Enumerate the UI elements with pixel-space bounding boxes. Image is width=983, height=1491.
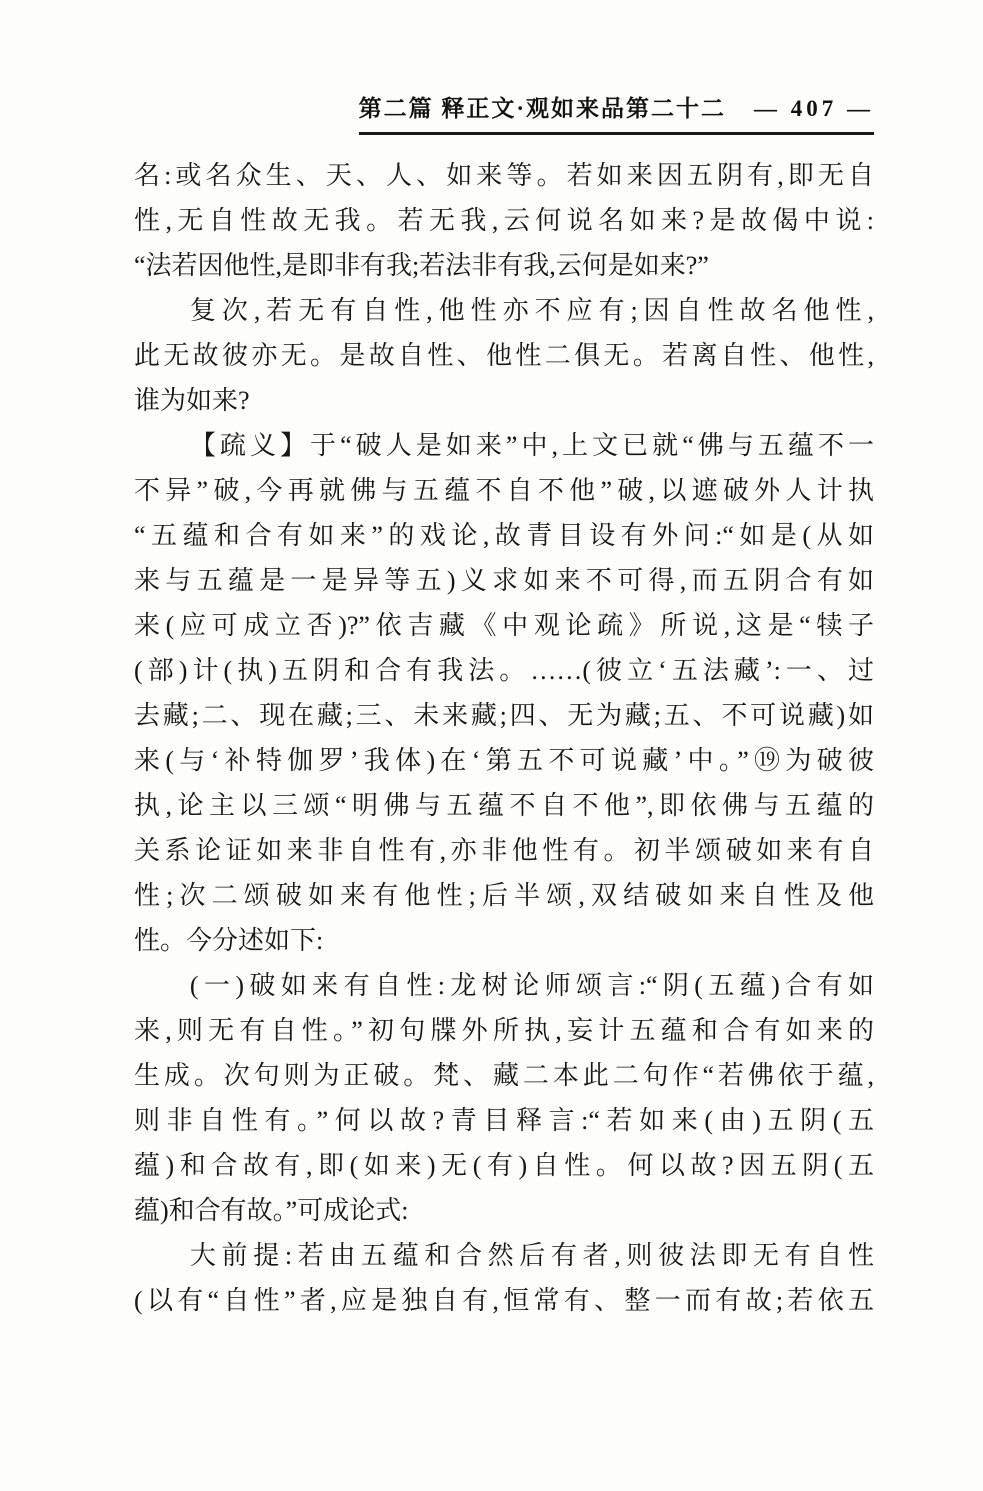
body-text: [134, 153, 874, 1323]
text-line: 蕴)和合有故。”可成论式:: [134, 1196, 409, 1225]
text-line: 生成。次句则为正破。梵、藏二本此二句作“若佛依于蕴,: [134, 1061, 874, 1090]
text-line: (以有“自性”者,应是独自有,恒常有、整一而有故;若依五: [134, 1286, 874, 1315]
page-number: — 407 —: [754, 96, 874, 121]
text-line: 名:或名众生、天、人、如来等。若如来因五阴有,即无自: [134, 161, 874, 190]
text-line: (一)破如来有自性:龙树论师颂言:“阴(五蕴)合有如: [189, 971, 874, 1000]
text-line: 复次,若无有自性,他性亦不应有;因自性故名他性,: [189, 296, 874, 325]
text-line: 大前提:若由五蕴和合然后有者,则彼法即无有自性: [189, 1241, 874, 1270]
text-line: 此无故彼亦无。是故自性、他性二俱无。若离自性、他性,: [134, 341, 874, 370]
text-line: 性;次二颂破如来有他性;后半颂,双结破如来自性及他: [134, 881, 874, 910]
text-line: “五蕴和合有如来”的戏论,故青目设有外问:“如是(从如: [134, 521, 874, 550]
text-line: 【疏义】于“破人是如来”中,上文已就“佛与五蕴不一: [189, 431, 874, 460]
text-line: 关系论证如来非自性有,亦非他性有。初半颂破如来有自: [134, 836, 874, 865]
text-line: 性。今分述如下:: [134, 926, 324, 955]
text-line: 来(与‘补特伽罗’我体)在‘第五不可说藏’中。”⑲为破彼: [134, 746, 874, 775]
running-head: [359, 90, 874, 135]
text-line: 执,论主以三颂“明佛与五蕴不自不他”,即依佛与五蕴的: [134, 791, 874, 820]
text-line: 蕴)和合故有,即(如来)无(有)自性。何以故?因五阴(五: [134, 1151, 874, 1180]
text-line: 谁为如来?: [134, 386, 250, 415]
running-head-title: 第二篇 释正文·观如来品第二十二: [358, 96, 726, 121]
text-line: 来,则无有自性。”初句牒外所执,妄计五蕴和合有如来的: [134, 1016, 874, 1045]
page-header: [134, 90, 874, 135]
text-line: 来与五蕴是一是异等五)义求如来不可得,而五阴合有如: [134, 566, 874, 595]
text-line: 去藏;二、现在藏;三、未来藏;四、无为藏;五、不可说藏)如: [134, 701, 874, 730]
text-line: 不异”破,今再就佛与五蕴不自不他”破,以遮破外人计执: [134, 476, 874, 505]
text-line: 则非自性有。”何以故?青目释言:“若如来(由)五阴(五: [134, 1106, 874, 1135]
text-line: (部)计(执)五阴和合有我法。……(彼立‘五法藏’:一、过: [134, 656, 874, 685]
text-line: 性,无自性故无我。若无我,云何说名如来?是故偈中说:: [134, 206, 874, 235]
text-line: “法若因他性,是即非有我;若法非有我,云何是如来?”: [134, 251, 709, 280]
text-line: 来(应可成立否)?”依吉藏《中观论疏》所说,这是“犊子: [134, 611, 874, 640]
